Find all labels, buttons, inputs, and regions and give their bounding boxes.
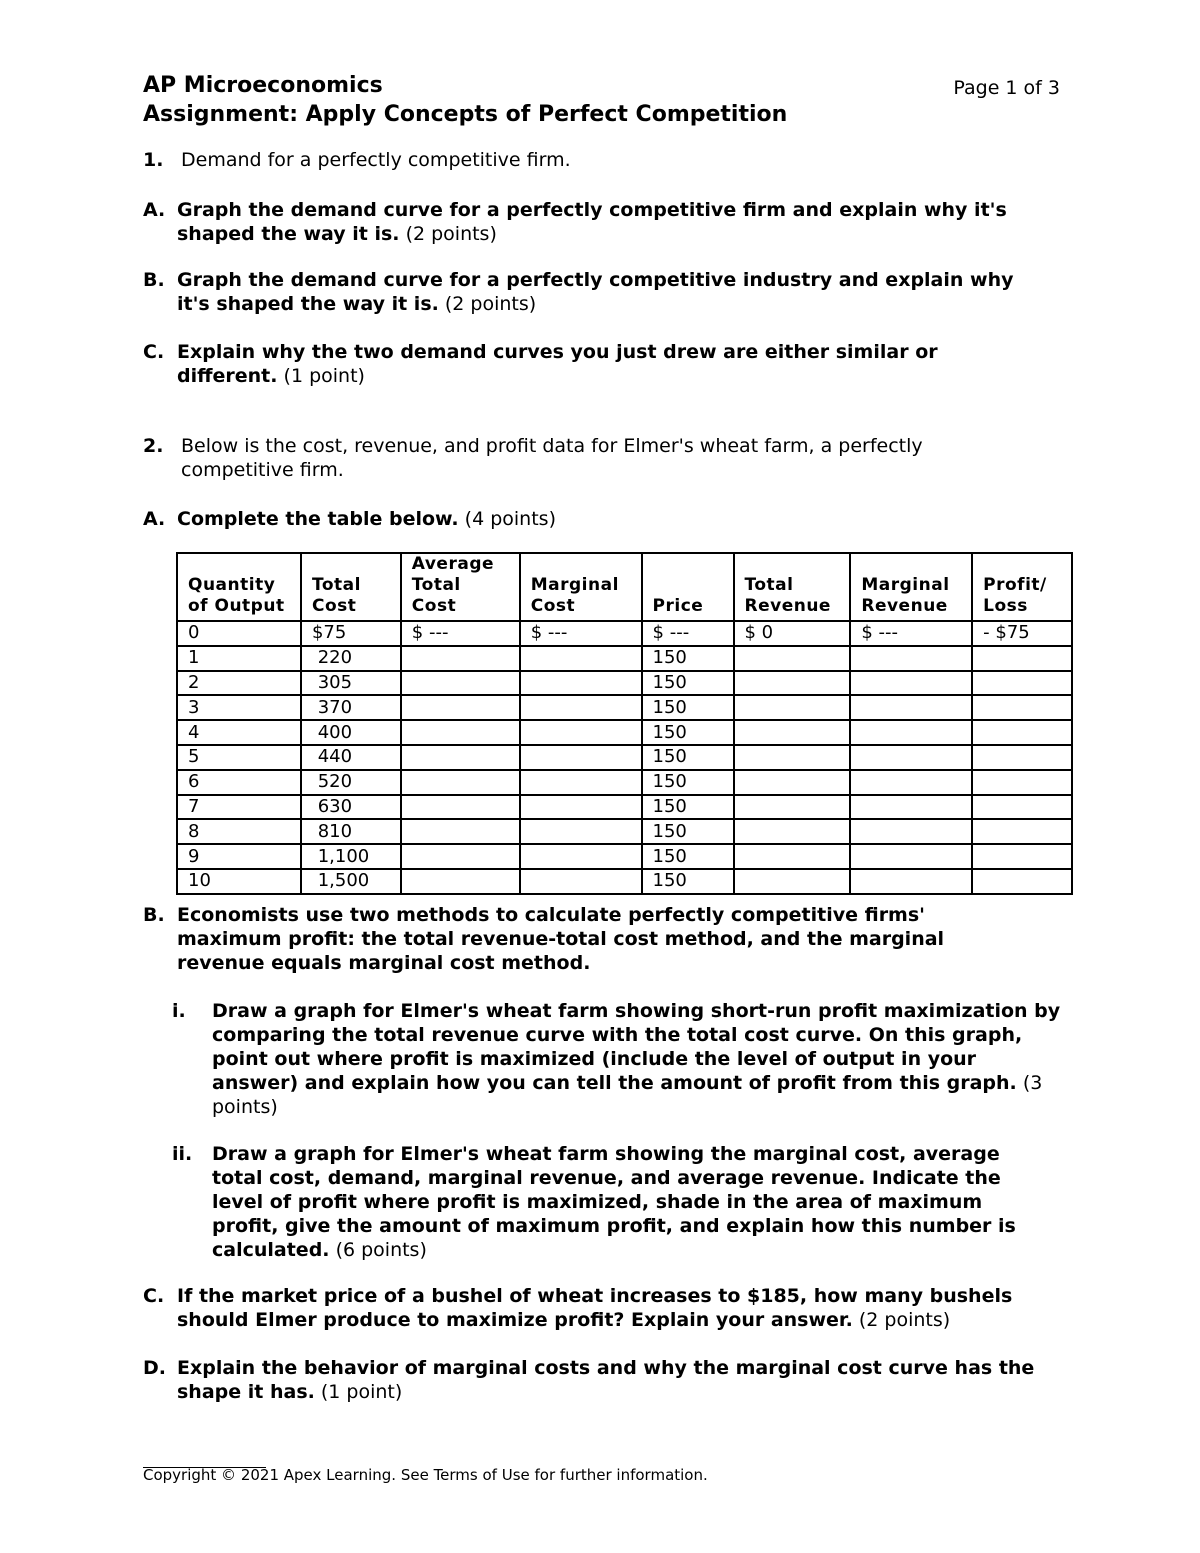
cell-price: 150 bbox=[642, 720, 734, 745]
table-row bbox=[177, 844, 1072, 869]
cell-total-cost: 630 bbox=[301, 795, 401, 820]
cell-average-total-cost[interactable] bbox=[401, 770, 520, 795]
question-2-prompt: Below is the cost, revenue, and profit data for Elmer's wheat farm, a perfectly competitive firm. bbox=[181, 435, 923, 481]
question-2c-text: If the market price of a bushel of wheat increases to $185, how many bushels should Elmer produce to maximize profit? Explain your answer. bbox=[177, 1285, 1013, 1331]
table-row bbox=[177, 795, 1072, 820]
question-2a-text: Complete the table below. bbox=[177, 508, 459, 530]
question-1c bbox=[143, 340, 973, 388]
cell-average-total-cost[interactable] bbox=[401, 671, 520, 696]
question-1a-text: Graph the demand curve for a perfectly competitive firm and explain why it's shaped the way it is. bbox=[177, 199, 1007, 245]
cell-average-total-cost[interactable] bbox=[401, 720, 520, 745]
copyright-footer: Copyright © 2021 Apex Learning. See Terms of Use for further information. bbox=[143, 1466, 708, 1484]
cell-total-cost: 220 bbox=[301, 646, 401, 671]
cell-quantity: 5 bbox=[177, 745, 301, 770]
page-number: Page 1 of 3 bbox=[953, 77, 1060, 99]
question-2 bbox=[143, 434, 973, 482]
question-1-prompt: Demand for a perfectly competitive firm. bbox=[181, 149, 571, 171]
cell-marginal-cost[interactable] bbox=[520, 819, 642, 844]
header-quantity-line: of Output bbox=[188, 596, 285, 616]
cell-total-revenue[interactable] bbox=[734, 869, 851, 894]
header-profit-loss-line: Loss bbox=[983, 596, 1028, 616]
cell-price: 150 bbox=[642, 795, 734, 820]
cell-marginal-revenue: $ --- bbox=[850, 621, 972, 646]
cell-total-revenue[interactable] bbox=[734, 795, 851, 820]
cell-marginal-revenue[interactable] bbox=[850, 695, 972, 720]
cell-price: 150 bbox=[642, 695, 734, 720]
course-title: AP Microeconomics bbox=[143, 73, 383, 98]
table-row bbox=[177, 819, 1072, 844]
question-2a bbox=[143, 507, 556, 531]
header-total-cost-line: Total bbox=[311, 575, 361, 595]
question-1a-label: A. bbox=[143, 199, 166, 221]
question-2b-label: B. bbox=[143, 904, 165, 926]
question-2b-i bbox=[172, 999, 1062, 1119]
cell-marginal-revenue[interactable] bbox=[850, 671, 972, 696]
cell-marginal-cost[interactable] bbox=[520, 795, 642, 820]
question-2c-points: (2 points) bbox=[858, 1309, 951, 1331]
cell-marginal-cost[interactable] bbox=[520, 720, 642, 745]
question-1b-label: B. bbox=[143, 269, 165, 291]
header-total-cost bbox=[301, 553, 401, 621]
cell-total-cost: 1,100 bbox=[301, 844, 401, 869]
cell-quantity: 10 bbox=[177, 869, 301, 894]
cell-total-cost: 370 bbox=[301, 695, 401, 720]
header-price-line: Price bbox=[652, 596, 704, 616]
header-total-revenue-line: Total bbox=[744, 575, 794, 595]
cell-average-total-cost[interactable] bbox=[401, 695, 520, 720]
question-1c-points: (1 point) bbox=[283, 365, 365, 387]
cell-price: 150 bbox=[642, 819, 734, 844]
question-1b bbox=[143, 268, 1043, 316]
cell-total-revenue[interactable] bbox=[734, 844, 851, 869]
cell-profit-loss[interactable] bbox=[972, 695, 1072, 720]
cell-marginal-cost[interactable] bbox=[520, 745, 642, 770]
cell-marginal-revenue[interactable] bbox=[850, 720, 972, 745]
cell-profit-loss[interactable] bbox=[972, 819, 1072, 844]
cell-profit-loss[interactable] bbox=[972, 671, 1072, 696]
cell-marginal-revenue[interactable] bbox=[850, 745, 972, 770]
table-header-row bbox=[177, 553, 1072, 621]
header-profit-loss bbox=[972, 553, 1072, 621]
cell-profit-loss[interactable] bbox=[972, 869, 1072, 894]
cell-price: 150 bbox=[642, 646, 734, 671]
question-2b-text: Economists use two methods to calculate perfectly competitive firms' maximum profit: the total revenue-total cost method, and the marginal revenue equals marginal cost method. bbox=[177, 904, 945, 974]
cell-marginal-cost: $ --- bbox=[520, 621, 642, 646]
cell-average-total-cost[interactable] bbox=[401, 646, 520, 671]
cell-quantity: 6 bbox=[177, 770, 301, 795]
question-1a bbox=[143, 198, 1043, 246]
cell-average-total-cost[interactable] bbox=[401, 869, 520, 894]
question-2c bbox=[143, 1284, 1043, 1332]
question-2d bbox=[143, 1356, 1058, 1404]
table-row bbox=[177, 869, 1072, 894]
question-2d-points: (1 point) bbox=[320, 1381, 403, 1403]
table-row bbox=[177, 695, 1072, 720]
cell-average-total-cost: $ --- bbox=[401, 621, 520, 646]
question-1b-text: Graph the demand curve for a perfectly competitive industry and explain why it's shaped the way it is. bbox=[177, 269, 1014, 315]
header-marginal-cost-line: Marginal bbox=[530, 575, 619, 595]
table-row bbox=[177, 770, 1072, 795]
question-1 bbox=[143, 148, 571, 172]
header-marginal-revenue-line: Marginal bbox=[861, 575, 950, 595]
table-row bbox=[177, 671, 1072, 696]
cell-profit-loss[interactable] bbox=[972, 770, 1072, 795]
question-2b-i-points: (3 points) bbox=[212, 1072, 1043, 1118]
cell-quantity: 9 bbox=[177, 844, 301, 869]
question-1b-points: (2 points) bbox=[444, 293, 537, 315]
cell-total-revenue[interactable] bbox=[734, 819, 851, 844]
header-marginal-cost bbox=[520, 553, 642, 621]
cell-total-cost: 1,500 bbox=[301, 869, 401, 894]
cell-profit-loss[interactable] bbox=[972, 720, 1072, 745]
cell-profit-loss[interactable] bbox=[972, 795, 1072, 820]
question-2a-label: A. bbox=[143, 508, 166, 530]
cell-price: 150 bbox=[642, 671, 734, 696]
header-price bbox=[642, 553, 734, 621]
cell-total-cost: 810 bbox=[301, 819, 401, 844]
cell-total-revenue[interactable] bbox=[734, 720, 851, 745]
table-row bbox=[177, 745, 1072, 770]
cell-marginal-revenue[interactable] bbox=[850, 819, 972, 844]
table-row bbox=[177, 720, 1072, 745]
cell-average-total-cost[interactable] bbox=[401, 819, 520, 844]
header-total-revenue bbox=[734, 553, 851, 621]
cell-quantity: 2 bbox=[177, 671, 301, 696]
cell-marginal-cost[interactable] bbox=[520, 646, 642, 671]
cell-total-revenue[interactable] bbox=[734, 671, 851, 696]
header-quantity-line: Quantity bbox=[188, 575, 276, 595]
cell-total-revenue[interactable] bbox=[734, 646, 851, 671]
assignment-title: Assignment: Apply Concepts of Perfect Competition bbox=[143, 102, 788, 127]
cell-total-revenue[interactable] bbox=[734, 770, 851, 795]
page-header bbox=[143, 72, 1060, 130]
cell-total-cost: 400 bbox=[301, 720, 401, 745]
cell-marginal-revenue[interactable] bbox=[850, 646, 972, 671]
cell-price: 150 bbox=[642, 844, 734, 869]
question-2a-points: (4 points) bbox=[464, 508, 556, 530]
cell-quantity: 1 bbox=[177, 646, 301, 671]
question-2b-i-label: i. bbox=[172, 1000, 186, 1022]
cell-profit-loss[interactable] bbox=[972, 646, 1072, 671]
question-2b-ii-label: ii. bbox=[172, 1143, 193, 1165]
question-2d-label: D. bbox=[143, 1357, 166, 1379]
cell-total-cost: 520 bbox=[301, 770, 401, 795]
cell-profit-loss[interactable] bbox=[972, 844, 1072, 869]
cell-quantity: 3 bbox=[177, 695, 301, 720]
cell-total-revenue[interactable] bbox=[734, 695, 851, 720]
question-2-number: 2. bbox=[143, 435, 164, 457]
cell-marginal-revenue[interactable] bbox=[850, 770, 972, 795]
cell-price: 150 bbox=[642, 869, 734, 894]
header-average-total-cost-line: Average bbox=[411, 554, 495, 574]
cell-quantity: 0 bbox=[177, 621, 301, 646]
question-1a-points: (2 points) bbox=[405, 223, 497, 245]
table-row bbox=[177, 646, 1072, 671]
header-marginal-cost-line: Cost bbox=[530, 596, 576, 616]
header-average-total-cost-line: Total Cost bbox=[411, 575, 461, 616]
header-marginal-revenue-line: Revenue bbox=[861, 596, 948, 616]
cell-total-revenue: $ 0 bbox=[734, 621, 851, 646]
header-profit-loss-line: Profit/ bbox=[983, 575, 1047, 595]
cell-marginal-cost[interactable] bbox=[520, 844, 642, 869]
question-1c-label: C. bbox=[143, 341, 165, 363]
cell-quantity: 8 bbox=[177, 819, 301, 844]
question-2b-i-text: Draw a graph for Elmer's wheat farm showing short-run profit maximization by comparing the total revenue curve with the total cost curve. On this graph, point out where profit is maximized (include the level of output in your answer) and explain how you can tell the amount of profit from this graph. bbox=[212, 1000, 1061, 1094]
table-row bbox=[177, 621, 1072, 646]
header-average-total-cost bbox=[401, 553, 520, 621]
cell-quantity: 7 bbox=[177, 795, 301, 820]
table-body bbox=[177, 621, 1072, 894]
header-marginal-revenue bbox=[850, 553, 972, 621]
cell-marginal-cost[interactable] bbox=[520, 671, 642, 696]
question-2d-text: Explain the behavior of marginal costs and why the marginal cost curve has the shape it has. bbox=[177, 1357, 1035, 1403]
cell-price: 150 bbox=[642, 745, 734, 770]
cell-average-total-cost[interactable] bbox=[401, 795, 520, 820]
question-2b-ii-points: (6 points) bbox=[335, 1239, 427, 1261]
cell-price: $ --- bbox=[642, 621, 734, 646]
cell-total-revenue[interactable] bbox=[734, 745, 851, 770]
cell-profit-loss[interactable] bbox=[972, 745, 1072, 770]
cell-average-total-cost[interactable] bbox=[401, 844, 520, 869]
cell-marginal-cost[interactable] bbox=[520, 869, 642, 894]
question-2c-label: C. bbox=[143, 1285, 165, 1307]
cell-quantity: 4 bbox=[177, 720, 301, 745]
header-total-revenue-line: Revenue bbox=[744, 596, 831, 616]
cell-marginal-revenue[interactable] bbox=[850, 869, 972, 894]
cell-marginal-revenue[interactable] bbox=[850, 844, 972, 869]
cell-profit-loss: - $75 bbox=[972, 621, 1072, 646]
question-1-number: 1. bbox=[143, 149, 164, 171]
cost-revenue-table bbox=[176, 552, 1073, 895]
question-2b-ii bbox=[172, 1142, 1032, 1262]
cell-average-total-cost[interactable] bbox=[401, 745, 520, 770]
cell-marginal-cost[interactable] bbox=[520, 695, 642, 720]
cell-marginal-revenue[interactable] bbox=[850, 795, 972, 820]
question-2b-ii-text: Draw a graph for Elmer's wheat farm showing the marginal cost, average total cost, demand, marginal revenue, and average revenue. Indicate the level of profit where profit is maximized, shade in the area of maximum profit, give the amount of maximum profit, and explain how this number is calculated. bbox=[212, 1143, 1016, 1261]
header-total-cost-line: Cost bbox=[311, 596, 357, 616]
question-2b bbox=[143, 903, 973, 975]
header-quantity bbox=[177, 553, 301, 621]
cell-price: 150 bbox=[642, 770, 734, 795]
cell-total-cost: 440 bbox=[301, 745, 401, 770]
cell-marginal-cost[interactable] bbox=[520, 770, 642, 795]
cell-total-cost: $75 bbox=[301, 621, 401, 646]
question-1c-text: Explain why the two demand curves you just drew are either similar or different. bbox=[177, 341, 938, 387]
cell-total-cost: 305 bbox=[301, 671, 401, 696]
